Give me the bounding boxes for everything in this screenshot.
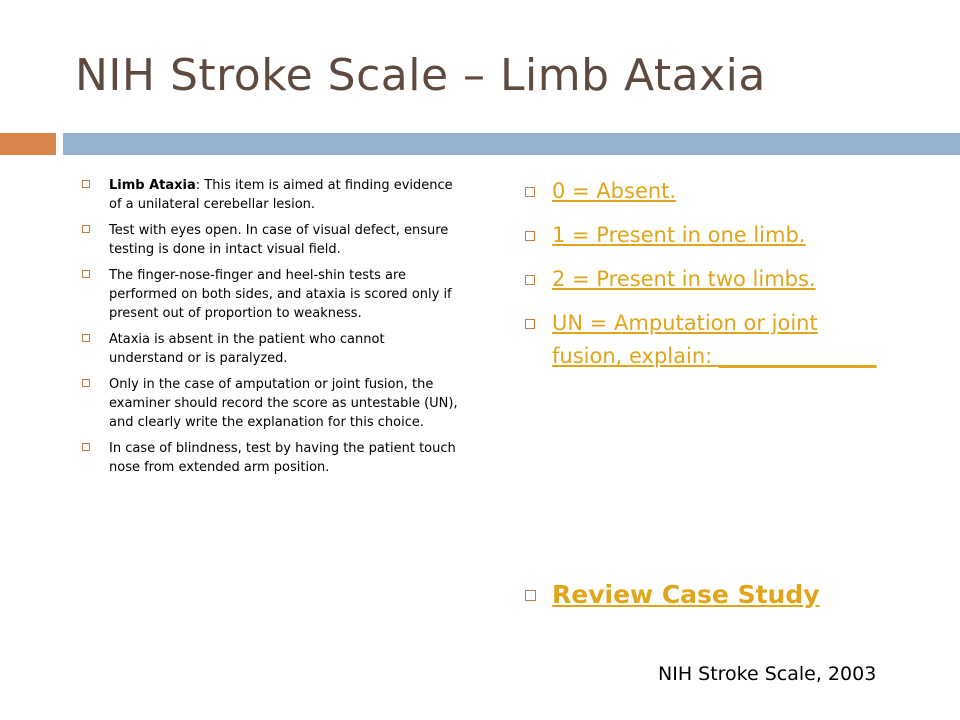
square-bullet-icon xyxy=(525,275,535,285)
instruction-text: Ataxia is absent in the patient who cannot understand or is paralyzed. xyxy=(109,332,385,366)
instructions-list xyxy=(82,176,462,484)
instruction-item xyxy=(82,375,462,432)
score-option xyxy=(523,263,883,296)
square-bullet-icon xyxy=(82,180,90,188)
review-item xyxy=(523,577,820,613)
square-bullet-icon xyxy=(525,231,535,241)
score-option-link-0[interactable]: 0 = Absent. xyxy=(552,179,677,203)
square-bullet-icon xyxy=(82,443,90,451)
square-bullet-icon xyxy=(525,319,535,329)
score-option xyxy=(523,219,883,252)
instruction-item xyxy=(82,221,462,259)
score-option xyxy=(523,175,883,208)
accent-bar-orange xyxy=(0,133,56,155)
score-options-list xyxy=(523,175,883,384)
score-option-link-2[interactable]: 2 = Present in two limbs. xyxy=(552,267,816,291)
score-option xyxy=(523,307,883,373)
score-option-link-un[interactable]: UN = Amputation or joint fusion, explain: _______________ xyxy=(552,311,877,368)
instruction-item xyxy=(82,176,462,214)
square-bullet-icon xyxy=(82,379,90,387)
instruction-item xyxy=(82,439,462,477)
instruction-text: In case of blindness, test by having the patient touch nose from extended arm position. xyxy=(109,441,456,475)
instruction-item xyxy=(82,266,462,323)
instruction-item xyxy=(82,330,462,368)
instruction-text: Test with eyes open. In case of visual defect, ensure testing is done in intact visual field. xyxy=(109,223,449,257)
square-bullet-icon xyxy=(82,334,90,342)
accent-bar-blue xyxy=(63,133,960,155)
review-case-study-link[interactable]: Review Case Study xyxy=(552,580,820,609)
citation: NIH Stroke Scale, 2003 xyxy=(658,663,877,685)
square-bullet-icon xyxy=(82,270,90,278)
slide-title: NIH Stroke Scale – Limb Ataxia xyxy=(75,50,766,101)
square-bullet-icon xyxy=(525,590,536,601)
instruction-bold: Limb Ataxia xyxy=(109,178,196,193)
instruction-text: The finger-nose-finger and heel-shin tests are performed on both sides, and ataxia is scored only if present out of proportion to weakness. xyxy=(109,268,452,321)
instruction-text: : This item is aimed at finding evidence of a unilateral cerebellar lesion. xyxy=(109,178,453,212)
instruction-text: Only in the case of amputation or joint fusion, the examiner should record the score as untestable (UN), and clearly write the explanation for this choice. xyxy=(109,377,458,430)
square-bullet-icon xyxy=(525,187,535,197)
score-option-link-1[interactable]: 1 = Present in one limb. xyxy=(552,223,806,247)
square-bullet-icon xyxy=(82,225,90,233)
